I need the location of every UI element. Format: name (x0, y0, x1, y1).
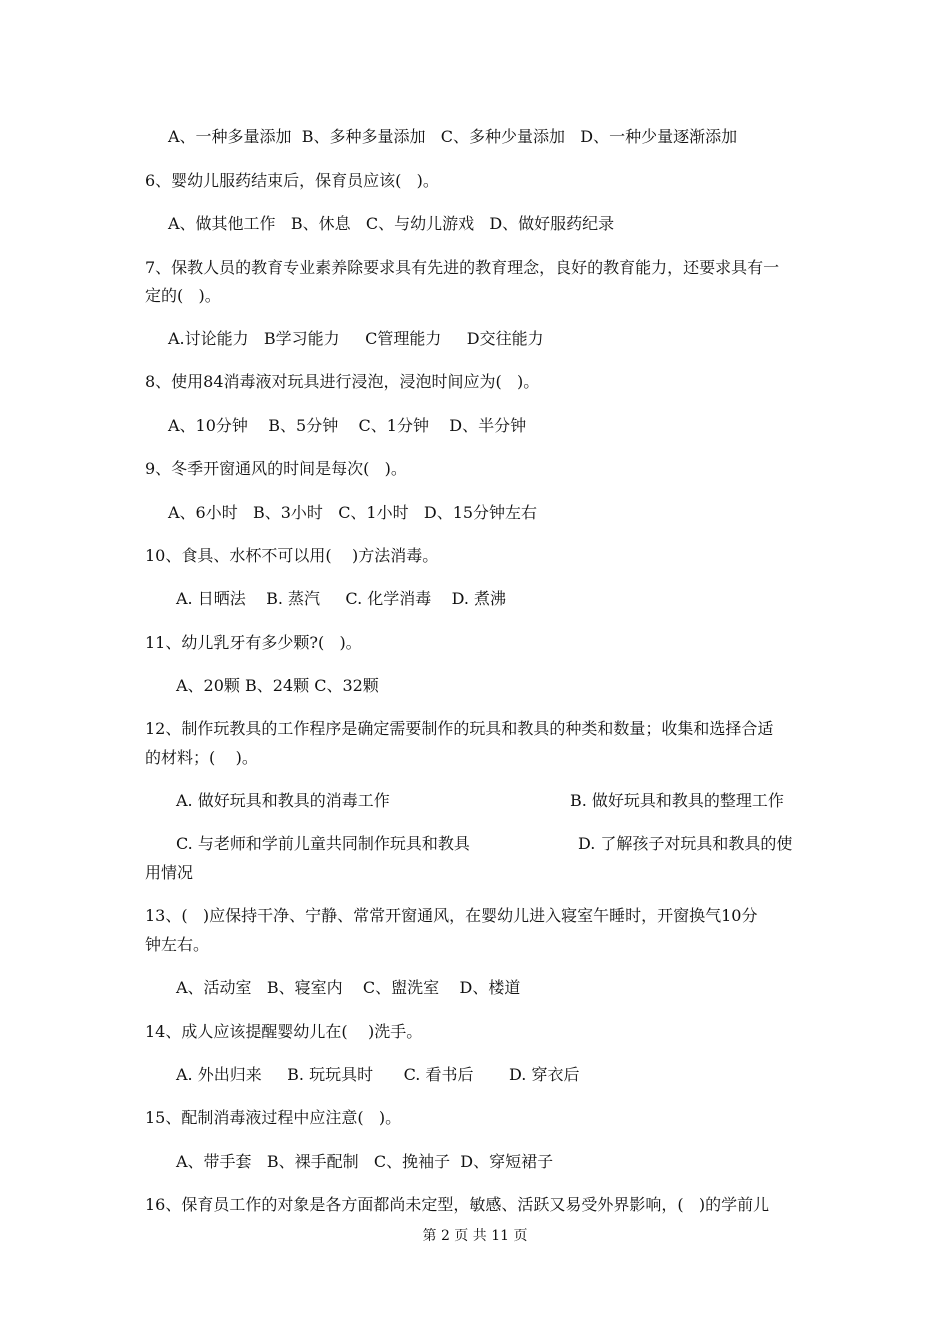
q13-options: A、活动室 B、寝室内 C、盥洗室 D、楼道 (176, 978, 521, 997)
q14-options: A. 外出归来 B. 玩玩具时 C. 看书后 D. 穿衣后 (176, 1065, 580, 1084)
q12-option-c: C. 与老师和学前儿童共同制作玩具和教具 (176, 834, 470, 853)
question-7-cont: 定的( )。 (145, 286, 221, 305)
q12-option-d: D. 了解孩子对玩具和教具的使 (578, 834, 793, 853)
q15-options: A、带手套 B、裸手配制 C、挽袖子 D、穿短裙子 (176, 1152, 554, 1171)
question-15: 15、配制消毒液过程中应注意( )。 (145, 1108, 402, 1127)
q12-option-d-cont: 用情况 (145, 863, 194, 882)
q6-options: A、做其他工作 B、休息 C、与幼儿游戏 D、做好服药纪录 (168, 214, 615, 233)
q12-option-b: B. 做好玩具和教具的整理工作 (570, 791, 784, 810)
question-7: 7、保教人员的教育专业素养除要求具有先进的教育理念，良好的教育能力，还要求具有一 (145, 258, 780, 277)
question-12-cont: 的材料；( )。 (145, 748, 258, 767)
q8-options: A、10分钟 B、5分钟 C、1分钟 D、半分钟 (168, 416, 527, 435)
page-footer: 第 2 页 共 11 页 (422, 1228, 528, 1244)
question-8: 8、使用84消毒液对玩具进行浸泡，浸泡时间应为( )。 (145, 372, 540, 391)
question-16: 16、保育员工作的对象是各方面都尚未定型，敏感、活跃又易受外界影响，( )的学前儿 (145, 1195, 770, 1214)
question-11: 11、幼儿乳牙有多少颗?( )。 (145, 633, 362, 652)
question-13-cont: 钟左右。 (145, 935, 210, 954)
question-14: 14、成人应该提醒婴幼儿在( )洗手。 (145, 1022, 423, 1041)
q10-options: A. 日晒法 B. 蒸汽 C. 化学消毒 D. 煮沸 (176, 589, 507, 608)
q11-options: A、20颗 B、24颗 C、32颗 (176, 676, 379, 695)
q12-option-a: A. 做好玩具和教具的消毒工作 (176, 791, 390, 810)
question-6: 6、婴幼儿服药结束后，保育员应该( )。 (145, 171, 439, 190)
question-13: 13、( )应保持干净、宁静、常常开窗通风，在婴幼儿进入寝室午睡时，开窗换气10分 (145, 906, 758, 925)
question-10: 10、食具、水杯不可以用( )方法消毒。 (145, 546, 439, 565)
q7-options: A.讨论能力 B学习能力 C管理能力 D交往能力 (168, 329, 544, 348)
question-9: 9、冬季开窗通风的时间是每次( )。 (145, 459, 407, 478)
q5-options: A、一种多量添加 B、多种多量添加 C、多种少量添加 D、一种少量逐渐添加 (168, 127, 738, 146)
q9-options: A、6小时 B、3小时 C、1小时 D、15分钟左右 (168, 503, 538, 522)
question-12: 12、制作玩教具的工作程序是确定需要制作的玩具和教具的种类和数量；收集和选择合适 (145, 719, 774, 738)
